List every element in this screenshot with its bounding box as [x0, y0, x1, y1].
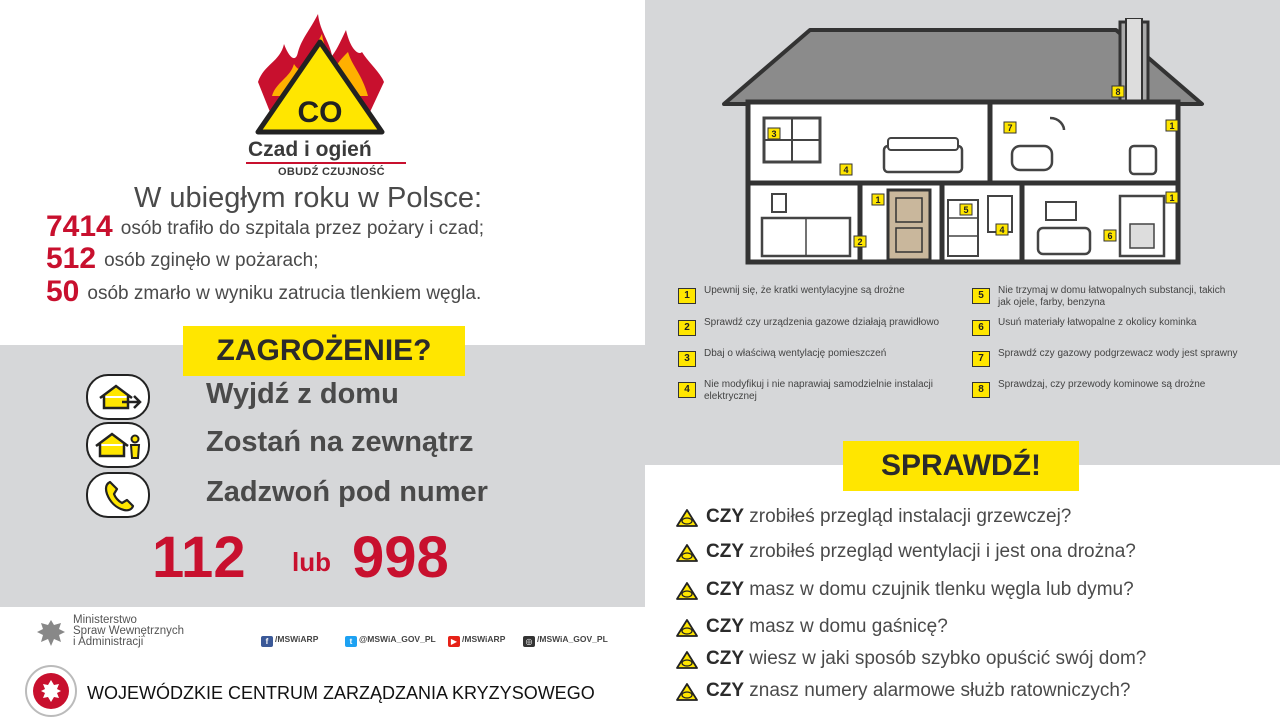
twitter-icon: t — [345, 636, 357, 647]
social-instagram[interactable]: ◎ /MSWiA_GOV_PL — [523, 634, 608, 647]
tip-text: Sprawdzaj, czy przewody kominowe są drożne — [998, 379, 1206, 390]
stat-text: osób trafiło do szpitala przez pożary i czad; — [120, 218, 485, 239]
tip-number: 1 — [678, 288, 696, 304]
house-person-icon — [86, 422, 150, 468]
house-label: 4 — [999, 225, 1005, 235]
question-row — [676, 506, 1071, 528]
tip-text: Dbaj o właściwą wentylację pomieszczeń — [704, 348, 887, 359]
question-lead: CZY — [706, 680, 744, 701]
ministry-line: Spraw Wewnętrznych — [73, 625, 184, 637]
tip-text: Sprawdź czy gazowy podgrzewacz wody jest sprawny — [998, 348, 1238, 359]
stats-headline: W ubiegłym roku w Polsce: — [134, 182, 483, 214]
action-call-number: Zadzwoń pod numer — [206, 476, 488, 508]
wczk-emblem-icon — [24, 664, 78, 718]
tip-number: 3 — [678, 351, 696, 367]
eagle-emblem-icon — [34, 616, 68, 650]
question-lead: CZY — [706, 648, 744, 669]
co-warning-icon — [676, 544, 698, 562]
logo-subtitle: OBUDŹ CZUJNOŚĆ — [278, 166, 385, 178]
question-text: znasz numery alarmowe służb ratowniczych? — [749, 680, 1131, 701]
ministry-name — [73, 615, 184, 648]
ministry-line: i Administracji — [73, 636, 144, 648]
logo-badge: CO — [297, 96, 343, 129]
question-lead: CZY — [706, 506, 744, 527]
house-label: 7 — [1007, 123, 1013, 133]
tip-text: Usuń materiały łatwopalne z okolicy kominka — [998, 317, 1197, 328]
house-label: 3 — [771, 129, 777, 139]
question-row — [676, 616, 948, 638]
tip-text: Nie trzymaj w domu łatwopalnych substancji, takich jak ojele, farby, benzyna — [998, 285, 1226, 308]
question-text: wiesz w jaki sposób szybko opuścić swój dom? — [749, 648, 1147, 669]
tip-text: Sprawdź czy urządzenia gazowe działają prawidłowo — [704, 317, 940, 328]
emergency-number-998: 998 — [352, 525, 449, 590]
stat-number: 50 — [46, 275, 80, 308]
tip-number: 8 — [972, 382, 990, 398]
emergency-number-112: 112 — [152, 525, 246, 590]
stat-number: 7414 — [46, 210, 113, 243]
social-facebook[interactable]: f /MSWiARP — [261, 634, 318, 647]
stat-row — [46, 210, 484, 244]
stat-row — [46, 275, 481, 309]
question-text: masz w domu gaśnicę? — [749, 616, 948, 637]
check-banner: SPRAWDŹ! — [843, 441, 1079, 491]
co-warning-icon — [676, 582, 698, 600]
house-label: 8 — [1115, 87, 1121, 97]
action-leave-home: Wyjdź z domu — [206, 378, 399, 410]
tip-number: 4 — [678, 382, 696, 398]
phone-icon — [86, 472, 150, 518]
question-text: masz w domu czujnik tlenku węgla lub dymu? — [749, 579, 1134, 600]
tip-text: Nie modyfikuj i nie naprawiaj samodzielnie instalacji elektrycznej — [704, 379, 933, 402]
facebook-icon: f — [261, 636, 273, 647]
social-twitter[interactable]: t @MSWiA_GOV_PL — [345, 634, 436, 647]
tip-text: Upewnij się, że kratki wentylacyjne są drożne — [704, 285, 905, 296]
question-lead: CZY — [706, 541, 744, 562]
question-text: zrobiłeś przegląd wentylacji i jest ona drożna? — [749, 541, 1136, 562]
house-label: 1 — [875, 195, 881, 205]
tip-number: 2 — [678, 320, 696, 336]
co-flame-logo-icon — [250, 12, 390, 136]
stat-text: osób zginęło w pożarach; — [104, 250, 319, 271]
stat-row — [46, 242, 318, 276]
instagram-icon: ◎ — [523, 636, 535, 647]
emergency-or: lub — [292, 547, 331, 577]
house-label: 6 — [1107, 231, 1113, 241]
ministry-line: Ministerstwo — [73, 614, 137, 626]
danger-banner: ZAGROŻENIE? — [183, 326, 465, 376]
social-youtube[interactable]: ▶ /MSWiARP — [448, 634, 505, 647]
house-label: 5 — [963, 205, 969, 215]
question-row — [676, 680, 1131, 702]
logo-title: Czad i ogień — [248, 138, 372, 161]
action-stay-outside: Zostań na zewnątrz — [206, 426, 474, 458]
house-label: 2 — [857, 237, 863, 247]
footer-organization: WOJEWÓDZKIE CENTRUM ZARZĄDZANIA KRYZYSOWEGO — [87, 683, 595, 703]
house-cutaway-illustration — [720, 18, 1205, 268]
house-label: 4 — [843, 165, 849, 175]
house-exit-icon — [86, 374, 150, 420]
co-warning-icon — [676, 509, 698, 527]
house-label: 1 — [1169, 121, 1175, 131]
youtube-icon: ▶ — [448, 636, 460, 647]
question-row — [676, 541, 1136, 563]
question-row — [676, 648, 1146, 670]
question-text: zrobiłeś przegląd instalacji grzewczej? — [749, 506, 1072, 527]
tip-number: 6 — [972, 320, 990, 336]
question-lead: CZY — [706, 579, 744, 600]
stat-text: osób zmarło w wyniku zatrucia tlenkiem węgla. — [87, 283, 482, 304]
co-warning-icon — [676, 651, 698, 669]
tip-number: 5 — [972, 288, 990, 304]
house-label: 1 — [1169, 193, 1175, 203]
question-lead: CZY — [706, 616, 744, 637]
stat-number: 512 — [46, 242, 97, 275]
co-warning-icon — [676, 619, 698, 637]
logo-underline — [246, 162, 406, 164]
tip-number: 7 — [972, 351, 990, 367]
question-row — [676, 579, 1134, 601]
co-warning-icon — [676, 683, 698, 701]
